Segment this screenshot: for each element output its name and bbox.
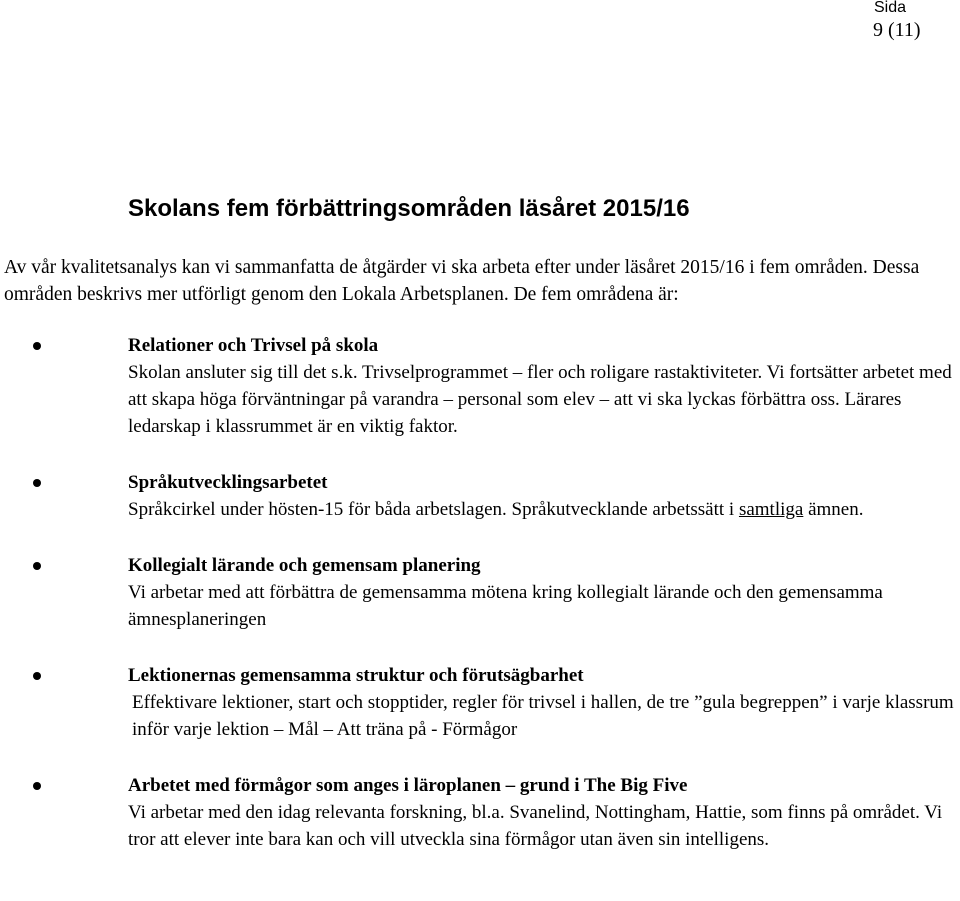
bullet-icon (33, 479, 41, 487)
area-collegial-learning (0, 552, 960, 633)
area-title: Språkutvecklingsarbetet (128, 472, 328, 493)
area-abilities (0, 772, 960, 853)
area-description: Effektivare lektioner, start och stopptider, regler för trivsel i hallen, de tre ”gula begreppen” i varje klassrum inför varje lektion – Mål – Att träna på - Förmågor (132, 692, 954, 740)
intro-paragraph: Av vår kvalitetsanalys kan vi sammanfatta de åtgärder vi ska arbeta efter under läsåret 2015/16 i fem områden. Dessa områden beskrivs mer utförligt genom den Lokala Arbetsplanen. De fem områdena är: (4, 257, 920, 305)
bullet-icon (33, 672, 41, 680)
bullet-icon (33, 342, 41, 350)
area-description (128, 496, 954, 523)
area-title: Arbetet med förmågor som anges i läroplanen – grund i The Big Five (128, 775, 688, 796)
area-language (0, 469, 960, 523)
area-description: Vi arbetar med den idag relevanta forskning, bl.a. Svanelind, Nottingham, Hattie, som finns på området. Vi tror att elever inte bara kan och vill utveckla sina förmågor utan även sin intelligens. (128, 802, 943, 850)
area-relations (0, 332, 960, 440)
improvement-areas-list (0, 332, 960, 853)
area-title: Relationer och Trivsel på skola (128, 335, 379, 356)
page-number: 9 (11) (873, 19, 921, 41)
area-title: Kollegialt lärande och gemensam planering (128, 555, 481, 576)
page-label: Sida (874, 0, 907, 16)
document-title: Skolans fem förbättringsområden läsåret 2015/16 (128, 195, 690, 222)
underlined-word: samtliga (738, 499, 804, 520)
area-description-end: ämnen. (803, 499, 864, 520)
area-description: Skolan ansluter sig till det s.k. Trivselprogrammet – fler och roligare rastaktiviteter. Vi fortsätter arbetet med att skapa höga förväntningar på varandra – personal som elev – att vi ska lyckas förbättra oss. Lärares ledarskap i klassrummet är en viktig faktor. (128, 362, 952, 437)
area-description: Vi arbetar med att förbättra de gemensamma mötena kring kollegialt lärande och den gemensamma ämnesplaneringen (128, 582, 883, 630)
bullet-icon (33, 562, 41, 570)
bullet-icon (33, 782, 41, 790)
area-description-start: Språkcirkel under hösten-15 för båda arbetslagen. Språkutvecklande arbetssätt i (128, 499, 739, 520)
area-lesson-structure (0, 662, 960, 743)
area-title: Lektionernas gemensamma struktur och förutsägbarhet (128, 665, 584, 686)
